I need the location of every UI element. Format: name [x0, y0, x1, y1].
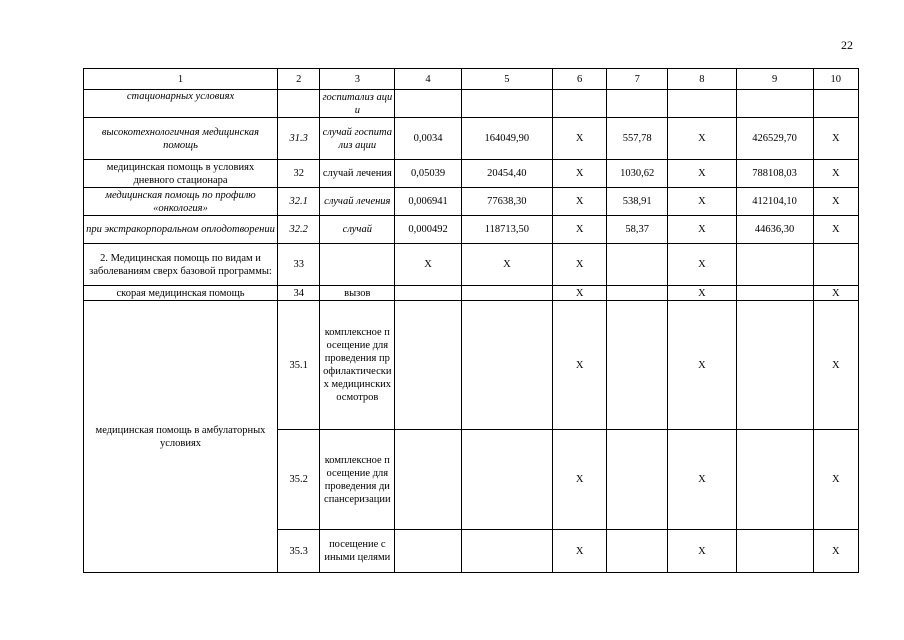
value-cell — [736, 430, 813, 530]
value-cell: X — [668, 286, 737, 301]
table-row — [84, 160, 859, 188]
value-cell — [736, 244, 813, 286]
value-cell — [395, 90, 462, 118]
column-header-9: 9 — [736, 69, 813, 90]
value-cell: X — [668, 301, 737, 430]
page-number: 22 — [841, 38, 853, 52]
table-row — [84, 118, 859, 160]
unit-cell: случай — [320, 216, 395, 244]
table-row — [84, 301, 859, 430]
value-cell: X — [813, 188, 859, 216]
value-cell — [668, 90, 737, 118]
value-cell: X — [552, 160, 607, 188]
value-cell — [813, 244, 859, 286]
value-cell: 426529,70 — [736, 118, 813, 160]
row-name: стационарных условиях — [84, 90, 278, 118]
value-cell — [395, 286, 462, 301]
value-cell: 0,006941 — [395, 188, 462, 216]
row-number: 32.1 — [278, 188, 320, 216]
value-cell — [461, 530, 552, 573]
table-row — [84, 90, 859, 118]
row-number — [278, 90, 320, 118]
unit-cell: комплексное посещение для проведения диспансеризации — [320, 430, 395, 530]
value-cell: 44636,30 — [736, 216, 813, 244]
value-cell: X — [813, 216, 859, 244]
value-cell: X — [552, 530, 607, 573]
value-cell: 118713,50 — [461, 216, 552, 244]
value-cell: 20454,40 — [461, 160, 552, 188]
value-cell: X — [552, 430, 607, 530]
value-cell: 0,0034 — [395, 118, 462, 160]
value-cell: 77638,30 — [461, 188, 552, 216]
column-header-10: 10 — [813, 69, 859, 90]
column-header-5: 5 — [461, 69, 552, 90]
row-number: 32 — [278, 160, 320, 188]
value-cell — [461, 301, 552, 430]
expenditure-table — [83, 68, 859, 573]
unit-cell — [320, 244, 395, 286]
value-cell: X — [552, 188, 607, 216]
value-cell: X — [552, 301, 607, 430]
value-cell: 538,91 — [607, 188, 668, 216]
value-cell: X — [552, 286, 607, 301]
value-cell: X — [552, 118, 607, 160]
unit-cell: госпитализ ации — [320, 90, 395, 118]
row-name: при экстракорпоральном оплодотворении — [84, 216, 278, 244]
value-cell — [461, 286, 552, 301]
value-cell: X — [552, 244, 607, 286]
value-cell: 412104,10 — [736, 188, 813, 216]
column-header-3: 3 — [320, 69, 395, 90]
value-cell — [395, 301, 462, 430]
value-cell — [736, 530, 813, 573]
value-cell: 164049,90 — [461, 118, 552, 160]
value-cell: X — [813, 530, 859, 573]
value-cell — [607, 90, 668, 118]
unit-cell: вызов — [320, 286, 395, 301]
unit-cell: случай госпитализ ации — [320, 118, 395, 160]
table-row — [84, 244, 859, 286]
value-cell — [607, 286, 668, 301]
column-header-6: 6 — [552, 69, 607, 90]
row-name: медицинская помощь в амбулаторных условиях — [84, 301, 278, 573]
value-cell: X — [461, 244, 552, 286]
value-cell — [736, 286, 813, 301]
value-cell: X — [813, 160, 859, 188]
unit-cell: посещение с иными целями — [320, 530, 395, 573]
column-header-8: 8 — [668, 69, 737, 90]
value-cell: X — [668, 430, 737, 530]
row-name: медицинская помощь в условиях дневного стационара — [84, 160, 278, 188]
row-name: медицинская помощь по профилю «онкология» — [84, 188, 278, 216]
value-cell — [736, 90, 813, 118]
row-number: 35.1 — [278, 301, 320, 430]
column-header-2: 2 — [278, 69, 320, 90]
unit-cell: случай лечения — [320, 160, 395, 188]
value-cell — [395, 530, 462, 573]
row-number: 33 — [278, 244, 320, 286]
row-name: скорая медицинская помощь — [84, 286, 278, 301]
value-cell: X — [668, 188, 737, 216]
value-cell: 1030,62 — [607, 160, 668, 188]
row-number: 31.3 — [278, 118, 320, 160]
row-name: 2. Медицинская помощь по видам и заболеваниям сверх базовой программы: — [84, 244, 278, 286]
value-cell — [813, 90, 859, 118]
value-cell: X — [668, 244, 737, 286]
value-cell: 0,05039 — [395, 160, 462, 188]
unit-cell: случай лечения — [320, 188, 395, 216]
table-row — [84, 188, 859, 216]
value-cell: 788108,03 — [736, 160, 813, 188]
row-name: высокотехнологичная медицинская помощь — [84, 118, 278, 160]
value-cell: 58,37 — [607, 216, 668, 244]
header-row — [84, 69, 859, 90]
value-cell — [395, 430, 462, 530]
row-number: 34 — [278, 286, 320, 301]
value-cell: X — [813, 430, 859, 530]
value-cell — [607, 244, 668, 286]
column-header-4: 4 — [395, 69, 462, 90]
value-cell — [461, 90, 552, 118]
column-header-7: 7 — [607, 69, 668, 90]
value-cell: X — [813, 118, 859, 160]
value-cell — [607, 530, 668, 573]
value-cell: X — [668, 530, 737, 573]
unit-cell: комплексное посещение для проведения профилактических медицинских осмотров — [320, 301, 395, 430]
value-cell: X — [813, 301, 859, 430]
value-cell — [607, 301, 668, 430]
value-cell: 0,000492 — [395, 216, 462, 244]
row-number: 35.2 — [278, 430, 320, 530]
value-cell: X — [668, 216, 737, 244]
value-cell: 557,78 — [607, 118, 668, 160]
row-number: 35.3 — [278, 530, 320, 573]
table-row — [84, 286, 859, 301]
table-row — [84, 216, 859, 244]
value-cell — [461, 430, 552, 530]
value-cell: X — [395, 244, 462, 286]
value-cell: X — [668, 118, 737, 160]
value-cell — [607, 430, 668, 530]
row-number: 32.2 — [278, 216, 320, 244]
value-cell — [552, 90, 607, 118]
value-cell: X — [552, 216, 607, 244]
column-header-1: 1 — [84, 69, 278, 90]
value-cell: X — [668, 160, 737, 188]
value-cell: X — [813, 286, 859, 301]
value-cell — [736, 301, 813, 430]
